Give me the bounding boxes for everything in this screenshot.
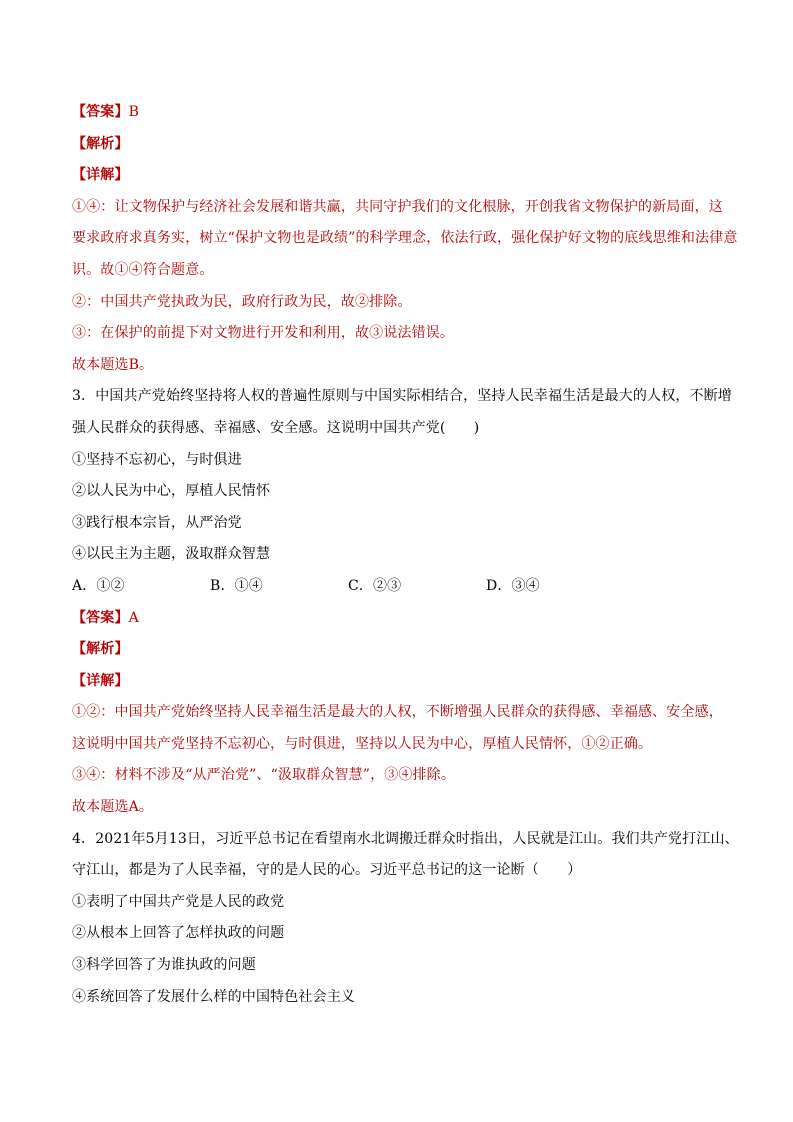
q2-explain-line: 识。故①④符合题意。	[72, 261, 214, 278]
option-c: C．②③	[348, 577, 402, 594]
q3-item: ①坚持不忘初心，与时俱进	[72, 451, 242, 468]
q3-explain-line: ①②：中国共产党始终坚持人民幸福生活是最大的人权，不断增强人民群众的获得感、幸福感、安全感，	[72, 704, 723, 721]
q2-answer	[72, 97, 732, 129]
answer-label: 【答案】	[72, 609, 129, 626]
q4-item: ①表明了中国共产党是人民的政党	[72, 893, 285, 910]
q2-analysis-label: 【解析】	[72, 135, 129, 152]
q3-answer	[72, 603, 732, 635]
option-b: B．①④	[210, 577, 263, 594]
q2-detail-label: 【详解】	[72, 167, 129, 184]
q4-stem-line: 守江山，都是为了人民幸福，守的是人民的心。习近平总书记的这一论断（ ）	[72, 862, 582, 879]
q3-explain-line: ③④：材料不涉及“从严治党”、“汲取群众智慧”，③④排除。	[72, 767, 455, 784]
q2-conclusion: 故本题选B。	[72, 356, 154, 373]
q3-explain-line: 这说明中国共产党坚持不忘初心，与时俱进，坚持以人民为中心，厚植人民情怀，①②正确。	[72, 735, 653, 752]
q2-explain-line: ③：在保护的前提下对文物进行开发和利用，故③说法错误。	[72, 325, 455, 342]
q3-item: ④以民主为主题，汲取群众智慧	[72, 546, 271, 563]
q3-analysis-label: 【解析】	[72, 641, 129, 658]
answer-value: A	[128, 609, 139, 626]
q2-explain-line: ①④：让文物保护与经济社会发展和谐共赢，共同守护我们的文化根脉，开创我省文物保护的新局面，这	[72, 198, 723, 215]
q3-item: ②以人民为中心，厚植人民情怀	[72, 483, 271, 500]
q4-item: ②从根本上回答了怎样执政的问题	[72, 925, 285, 942]
q3-detail-label: 【详解】	[72, 672, 129, 689]
answer-label: 【答案】	[72, 104, 129, 120]
document-page	[72, 97, 739, 1013]
q3-stem-line: 3．中国共产党始终坚持将人权的普遍性原则与中国实际相结合，坚持人民幸福生活是最大的人权，不断增	[72, 388, 732, 405]
q3-item: ③践行根本宗旨，从严治党	[72, 514, 242, 531]
option-a: A．①②	[72, 577, 125, 594]
q4-stem-line: 4．2021年5月13日，习近平总书记在看望南水北调搬迁群众时指出，人民就是江山。我们共产党打江山、	[72, 830, 739, 847]
q3-options	[72, 571, 732, 603]
q4-item: ③科学回答了为谁执政的问题	[72, 957, 256, 974]
answer-value: B	[128, 104, 140, 120]
q3-conclusion: 故本题选A。	[72, 799, 154, 816]
option-d: D．③④	[486, 577, 540, 594]
q2-explain-line: ②：中国共产党执政为民，政府行政为民，故②排除。	[72, 293, 412, 310]
q3-stem-line: 强人民群众的获得感、幸福感、安全感。这说明中国共产党( )	[72, 419, 480, 436]
q4-item: ④系统回答了发展什么样的中国特色社会主义	[72, 988, 355, 1005]
q2-explain-line: 要求政府求真务实，树立“保护文物也是政绩”的科学理念，依法行政，强化保护好文物的底线思维和法律意	[72, 230, 738, 247]
